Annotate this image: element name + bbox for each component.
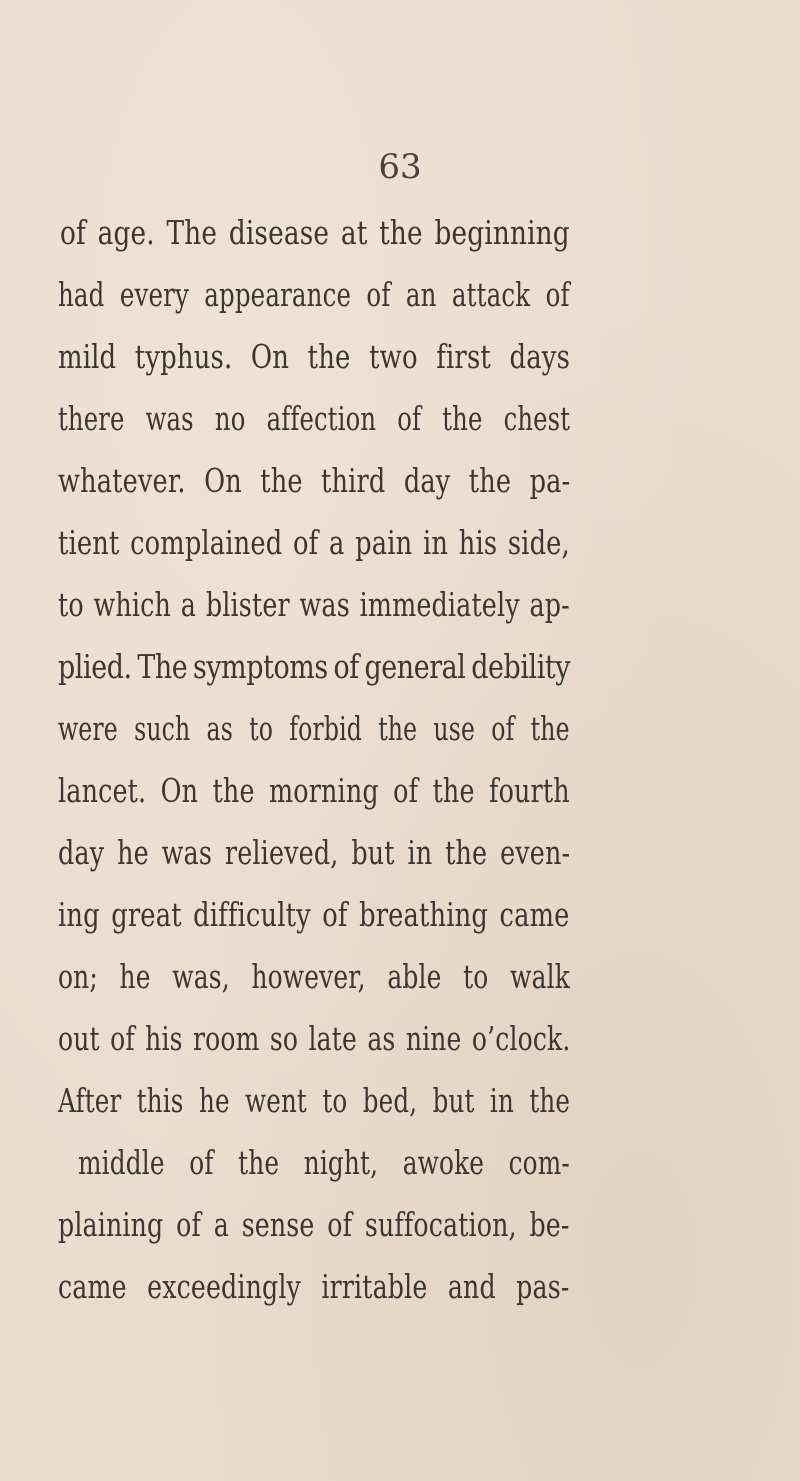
text-line-9: were such as to forbid the use of the [58,709,570,748]
text-line-5: whatever. On the third day the pa- [58,461,571,500]
text-line-17: plaining of a sense of suffocation, be- [58,1205,570,1244]
text-line-6: tient complained of a pain in his side, [58,523,570,562]
text-line-1: of age. The disease at the beginning [60,213,570,252]
text-line-4: there was no affection of the chest [58,399,571,438]
text-line-8: plied. The symptoms of general debility [58,647,571,686]
text-line-15: After this he went to bed, but in the [58,1081,571,1120]
text-line-11: day he was relieved, but in the even- [58,833,571,872]
page-number: 63 [378,147,422,187]
text-line-7: to which a blister was immediately ap- [58,585,570,624]
text-line-12: ing great difficulty of breathing came [58,895,570,934]
text-line-14: out of his room so late as nine o’clock. [58,1019,571,1058]
text-line-13: on; he was, however, able to walk [58,957,570,996]
text-line-10: lancet. On the morning of the fourth [58,771,570,810]
text-line-16: middle of the night, awoke com- [78,1143,570,1182]
text-line-18: came exceedingly irritable and pas- [58,1267,570,1306]
text-line-2: had every appearance of an attack of [58,275,570,314]
text-line-3: mild typhus. On the two first days [58,337,571,376]
